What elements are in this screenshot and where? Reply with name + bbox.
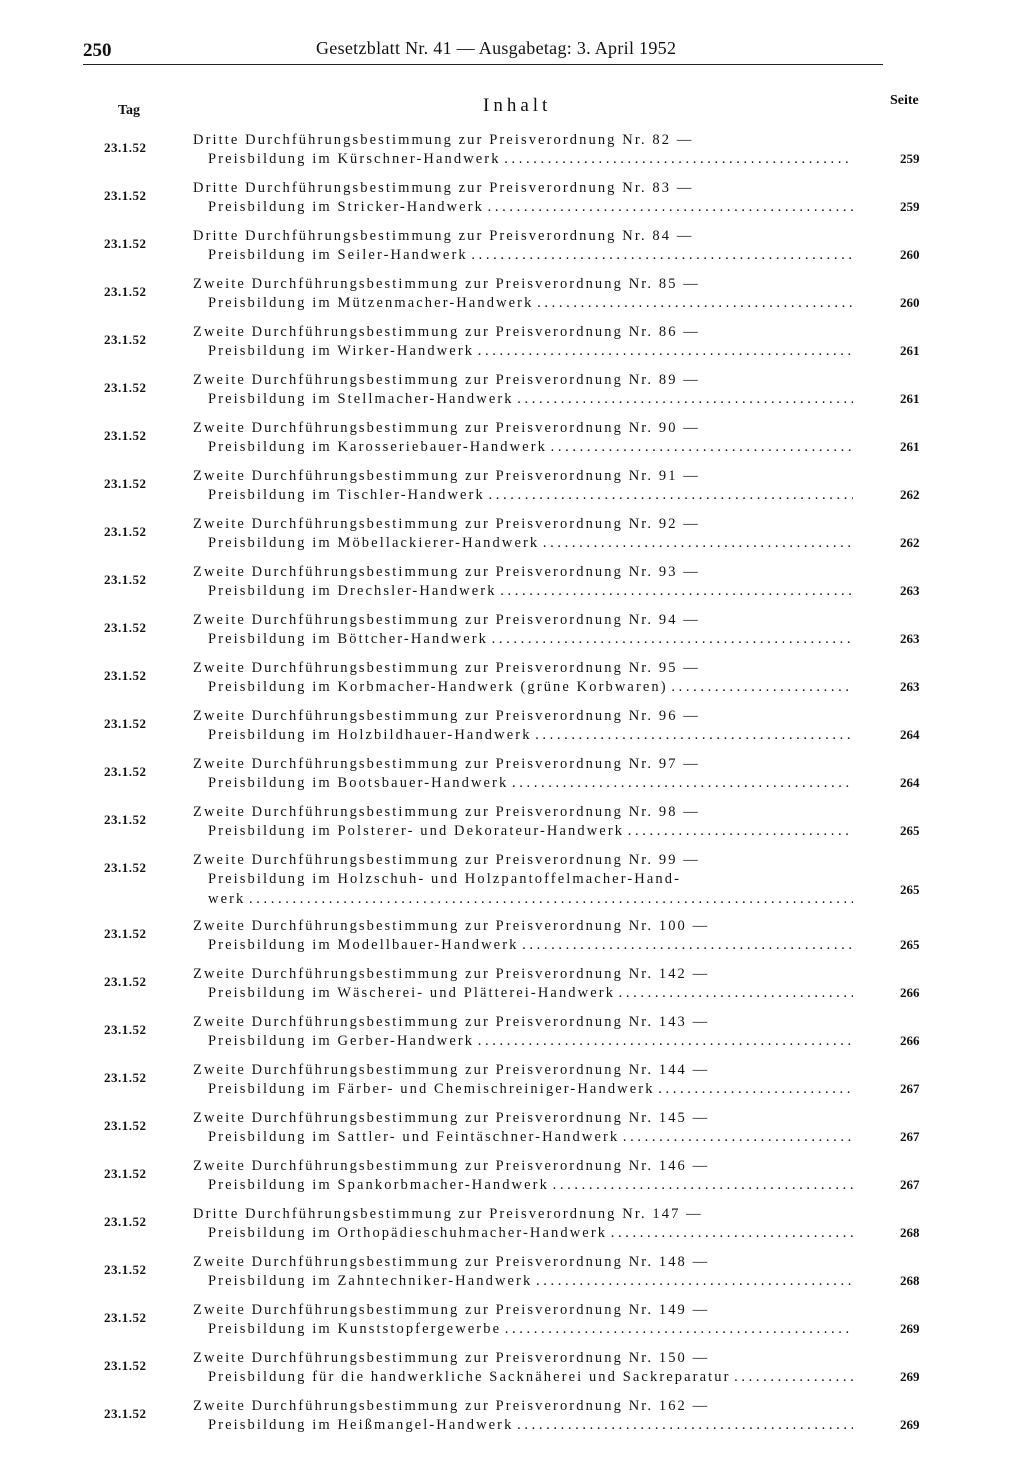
entry-date: 23.1.52: [104, 1022, 147, 1037]
entry-title-line1: Zweite Durchführungsbestimmung zur Preisverordnung Nr. 96 —: [193, 708, 700, 724]
list-item: [0, 275, 1024, 323]
entry-date: 23.1.52: [104, 620, 147, 635]
entry-date: 23.1.52: [104, 1214, 147, 1229]
entry-page-number: 269: [900, 1369, 920, 1384]
header-rule: [83, 64, 883, 65]
entry-page-number: 265: [900, 823, 920, 838]
page-number: 250: [83, 40, 112, 61]
entry-page-number: 260: [900, 247, 920, 262]
entry-title-line1: Zweite Durchführungsbestimmung zur Preisverordnung Nr. 93 —: [193, 564, 700, 580]
entry-page-number: 268: [900, 1273, 920, 1288]
entry-title-line2: Preisbildung im Orthopädieschuhmacher-Handwerk . . .: [208, 1225, 853, 1242]
list-item: [0, 755, 1024, 803]
list-item: [0, 227, 1024, 275]
entry-date: 23.1.52: [104, 1166, 147, 1181]
entry-date: 23.1.52: [104, 524, 147, 539]
list-item: [0, 1109, 1024, 1157]
entry-title-line1: Zweite Durchführungsbestimmung zur Preisverordnung Nr. 149 —: [193, 1302, 710, 1318]
entry-date: 23.1.52: [104, 140, 147, 155]
entry-title-line2: Preisbildung im Mützenmacher-Handwerk . . .: [208, 295, 853, 312]
entry-title-line1: Zweite Durchführungsbestimmung zur Preisverordnung Nr. 95 —: [193, 660, 700, 676]
entry-title-line2: Preisbildung im Modellbauer-Handwerk . . .: [208, 937, 853, 954]
list-item: [0, 851, 1024, 917]
entry-title-line1: Dritte Durchführungsbestimmung zur Preisverordnung Nr. 82 —: [193, 132, 694, 148]
entry-title-line1: Zweite Durchführungsbestimmung zur Preisverordnung Nr. 91 —: [193, 468, 700, 484]
page-header: [83, 38, 953, 66]
list-item: [0, 1205, 1024, 1253]
column-header-seite: Seite: [890, 93, 919, 108]
entry-title-line1: Zweite Durchführungsbestimmung zur Preisverordnung Nr. 86 —: [193, 324, 700, 340]
entry-page-number: 259: [900, 199, 920, 214]
entry-date: 23.1.52: [104, 716, 147, 731]
entry-title-line2: Preisbildung im Möbellackierer-Handwerk . . .: [208, 535, 853, 552]
list-item: [0, 1253, 1024, 1301]
entry-title-line2: Preisbildung im Holzschuh- und Holzpantoffelmacher-Hand-: [208, 871, 682, 887]
entry-page-number: 262: [900, 487, 920, 502]
list-item: [0, 707, 1024, 755]
entry-page-number: 266: [900, 1033, 920, 1048]
list-item: [0, 323, 1024, 371]
entry-date: 23.1.52: [104, 668, 147, 683]
list-item: [0, 1349, 1024, 1397]
list-item: [0, 131, 1024, 179]
entry-page-number: 267: [900, 1177, 920, 1192]
entry-title-line1: Zweite Durchführungsbestimmung zur Preisverordnung Nr. 100 —: [193, 918, 710, 934]
entry-title-line2: Preisbildung im Tischler-Handwerk . . .: [208, 487, 853, 504]
entry-date: 23.1.52: [104, 380, 147, 395]
entry-title-line2: Preisbildung im Sattler- und Feintäschner-Handwerk . . .: [208, 1129, 853, 1146]
entry-title-line1: Zweite Durchführungsbestimmung zur Preisverordnung Nr. 89 —: [193, 372, 700, 388]
entry-date: 23.1.52: [104, 1070, 147, 1085]
entry-title-line3: werk . . .: [208, 891, 853, 908]
list-item: [0, 563, 1024, 611]
entry-title-line1: Zweite Durchführungsbestimmung zur Preisverordnung Nr. 90 —: [193, 420, 700, 436]
entry-date: 23.1.52: [104, 974, 147, 989]
entry-page-number: 265: [900, 937, 920, 952]
list-item: [0, 515, 1024, 563]
entry-title-line1: Zweite Durchführungsbestimmung zur Preisverordnung Nr. 97 —: [193, 756, 700, 772]
entry-title-line2: Preisbildung im Wirker-Handwerk . . .: [208, 343, 853, 360]
entry-date: 23.1.52: [104, 332, 147, 347]
entry-title-line2: Preisbildung im Zahntechniker-Handwerk . . .: [208, 1273, 853, 1290]
entry-title-line1: Zweite Durchführungsbestimmung zur Preisverordnung Nr. 144 —: [193, 1062, 710, 1078]
entry-date: 23.1.52: [104, 428, 147, 443]
entry-page-number: 266: [900, 985, 920, 1000]
list-item: [0, 1061, 1024, 1109]
entry-page-number: 259: [900, 151, 920, 166]
entry-date: 23.1.52: [104, 1310, 147, 1325]
entry-date: 23.1.52: [104, 236, 147, 251]
entry-page-number: 261: [900, 439, 920, 454]
list-item: [0, 1301, 1024, 1349]
entry-title-line2: Preisbildung im Karosseriebauer-Handwerk . . .: [208, 439, 853, 456]
entry-title-line1: Zweite Durchführungsbestimmung zur Preisverordnung Nr. 142 —: [193, 966, 710, 982]
entry-title-line2: Preisbildung im Spankorbmacher-Handwerk . . .: [208, 1177, 853, 1194]
entry-title-line2: Preisbildung im Polsterer- und Dekorateur-Handwerk . . .: [208, 823, 853, 840]
entry-date: 23.1.52: [104, 284, 147, 299]
entry-page-number: 263: [900, 679, 920, 694]
entry-page-number: 268: [900, 1225, 920, 1240]
entry-date: 23.1.52: [104, 476, 147, 491]
entry-title-line2: Preisbildung im Holzbildhauer-Handwerk . . .: [208, 727, 853, 744]
entry-date: 23.1.52: [104, 1118, 147, 1133]
list-item: [0, 371, 1024, 419]
entry-date: 23.1.52: [104, 1406, 147, 1421]
entry-page-number: 262: [900, 535, 920, 550]
entry-page-number: 264: [900, 775, 920, 790]
entry-title-line1: Dritte Durchführungsbestimmung zur Preisverordnung Nr. 147 —: [193, 1206, 703, 1222]
entry-page-number: 267: [900, 1081, 920, 1096]
entry-title-line1: Dritte Durchführungsbestimmung zur Preisverordnung Nr. 83 —: [193, 180, 694, 196]
list-item: [0, 419, 1024, 467]
entry-title-line1: Zweite Durchführungsbestimmung zur Preisverordnung Nr. 145 —: [193, 1110, 710, 1126]
list-item: [0, 467, 1024, 515]
entry-title-line2: Preisbildung für die handwerkliche Sacknäherei und Sackreparatur . . .: [208, 1369, 853, 1386]
entry-title-line1: Zweite Durchführungsbestimmung zur Preisverordnung Nr. 99 —: [193, 852, 700, 868]
entry-date: 23.1.52: [104, 1358, 147, 1373]
entry-page-number: 263: [900, 583, 920, 598]
list-item: [0, 179, 1024, 227]
list-item: [0, 803, 1024, 851]
entry-page-number: 265: [900, 882, 920, 897]
entry-title-line2: Preisbildung im Seiler-Handwerk . . .: [208, 247, 853, 264]
entry-title-line1: Zweite Durchführungsbestimmung zur Preisverordnung Nr. 98 —: [193, 804, 700, 820]
entry-page-number: 269: [900, 1321, 920, 1336]
column-header-tag: Tag: [118, 103, 141, 118]
entry-title-line2: Preisbildung im Kunststopfergewerbe . . .: [208, 1321, 853, 1338]
entry-date: 23.1.52: [104, 572, 147, 587]
list-item: [0, 1397, 1024, 1445]
column-header-inhalt: Inhalt: [483, 95, 552, 116]
entry-title-line1: Zweite Durchführungsbestimmung zur Preisverordnung Nr. 143 —: [193, 1014, 710, 1030]
entry-date: 23.1.52: [104, 860, 147, 875]
list-item: [0, 659, 1024, 707]
entry-page-number: 261: [900, 343, 920, 358]
list-item: [0, 1013, 1024, 1061]
entry-title-line2: Preisbildung im Drechsler-Handwerk . . .: [208, 583, 853, 600]
entry-title-line1: Zweite Durchführungsbestimmung zur Preisverordnung Nr. 146 —: [193, 1158, 710, 1174]
entry-title-line2: Preisbildung im Färber- und Chemischreiniger-Handwerk . . .: [208, 1081, 853, 1098]
entry-page-number: 263: [900, 631, 920, 646]
entry-date: 23.1.52: [104, 1262, 147, 1277]
page-title: Gesetzblatt Nr. 41 — Ausgabetag: 3. April 1952: [316, 38, 677, 58]
entry-title-line1: Zweite Durchführungsbestimmung zur Preisverordnung Nr. 92 —: [193, 516, 700, 532]
entry-title-line2: Preisbildung im Kürschner-Handwerk . . .: [208, 151, 853, 168]
list-item: [0, 917, 1024, 965]
list-item: [0, 1157, 1024, 1205]
contents-list: [0, 131, 1024, 1445]
entry-date: 23.1.52: [104, 764, 147, 779]
entry-title-line1: Zweite Durchführungsbestimmung zur Preisverordnung Nr. 162 —: [193, 1398, 710, 1414]
entry-title-line2: Preisbildung im Gerber-Handwerk . . .: [208, 1033, 853, 1050]
list-item: [0, 965, 1024, 1013]
entry-title-line2: Preisbildung im Stricker-Handwerk . . .: [208, 199, 853, 216]
entry-title-line2: Preisbildung im Bootsbauer-Handwerk . . .: [208, 775, 853, 792]
entry-title-line1: Dritte Durchführungsbestimmung zur Preisverordnung Nr. 84 —: [193, 228, 694, 244]
entry-page-number: 260: [900, 295, 920, 310]
entry-date: 23.1.52: [104, 812, 147, 827]
entry-title-line2: Preisbildung im Korbmacher-Handwerk (grüne Korbwaren) . . .: [208, 679, 853, 696]
list-item: [0, 611, 1024, 659]
entry-title-line1: Zweite Durchführungsbestimmung zur Preisverordnung Nr. 150 —: [193, 1350, 710, 1366]
entry-title-line1: Zweite Durchführungsbestimmung zur Preisverordnung Nr. 94 —: [193, 612, 700, 628]
entry-page-number: 264: [900, 727, 920, 742]
entry-title-line2: Preisbildung im Wäscherei- und Plätterei-Handwerk . . .: [208, 985, 853, 1002]
entry-page-number: 269: [900, 1417, 920, 1432]
entry-title-line2: Preisbildung im Heißmangel-Handwerk . . .: [208, 1417, 853, 1434]
entry-title-line2: Preisbildung im Stellmacher-Handwerk . . .: [208, 391, 853, 408]
entry-date: 23.1.52: [104, 188, 147, 203]
entry-title-line1: Zweite Durchführungsbestimmung zur Preisverordnung Nr. 148 —: [193, 1254, 710, 1270]
entry-title-line2: Preisbildung im Böttcher-Handwerk . . .: [208, 631, 853, 648]
entry-page-number: 267: [900, 1129, 920, 1144]
entry-title-line1: Zweite Durchführungsbestimmung zur Preisverordnung Nr. 85 —: [193, 276, 700, 292]
entry-page-number: 261: [900, 391, 920, 406]
entry-date: 23.1.52: [104, 926, 147, 941]
